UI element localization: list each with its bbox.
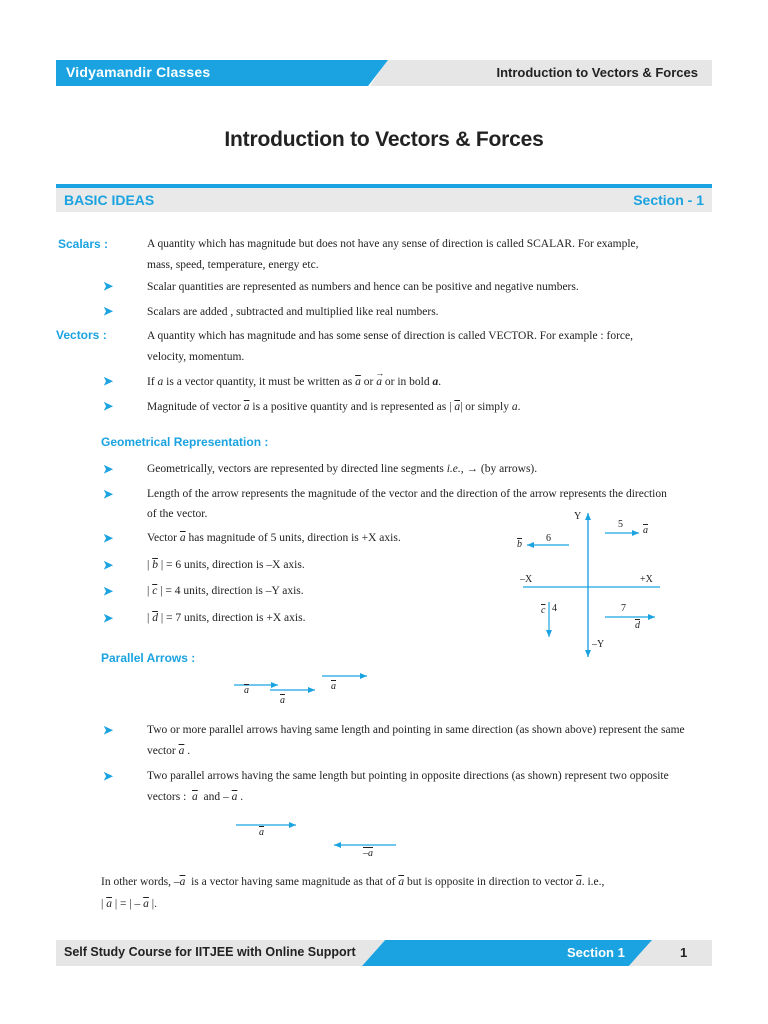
geom-bullet-1: Geometrically, vectors are represented by directed line segments i.e., → (by arrows). <box>147 463 538 475</box>
parallel-label-2: $\overline{a}$ <box>280 695 285 706</box>
footer-page-number: 1 <box>680 945 688 960</box>
parallel-bullet-1a: Two or more parallel arrows having same length and pointing in same direction (as shown above) represent the same <box>147 724 685 736</box>
vector-b-magnitude: 6 <box>546 533 551 544</box>
geom-bullet-5: | $\overline{c}$ | = 4 units, direction is –Y axis. <box>147 585 304 597</box>
vectors-bullet-1: If a is a vector quantity, it must be written as $\overline{a}$ or a → or in bold a. <box>147 372 441 392</box>
bullet-arrow-icon: ➤ <box>103 374 114 388</box>
opposite-label-positive: $\overline{a}$ <box>259 827 264 838</box>
axis-label-pos-x: +X <box>640 574 653 585</box>
parallel-bullet-1b: vector $\overline{a}$ . <box>147 745 191 757</box>
vectors-text-1: A quantity which has magnitude and has some sense of direction is called VECTOR. For example : force, <box>147 330 633 342</box>
geom-bullet-6: | $\overline{d}$ | = 7 units, direction is +X axis. <box>147 612 306 624</box>
axis-label-y: Y <box>574 511 582 522</box>
vector-d-label: $\overline{d}$ <box>635 620 640 631</box>
geom-bullet-2a: Length of the arrow represents the magnitude of the vector and the direction of the arrow represents the direction <box>147 488 667 500</box>
opposite-arrows-figure <box>232 818 402 854</box>
scalars-bullet-1: Scalar quantities are represented as numbers and hence can be positive and negative numbers. <box>147 281 579 293</box>
geom-bullet-4: | $\overline{b}$ | = 6 units, direction is –X axis. <box>147 559 305 571</box>
opposite-label-negative: –a <box>363 848 373 859</box>
otherwords-line-1: In other words, $-\overline{a}$ is a vector having same magnitude as that of $\overline{a}$ but is opposite in direction to vector $\overline{a}$. i.e., <box>101 876 605 888</box>
scalars-text-1: A quantity which has magnitude but does not have any sense of direction is called SCALAR. For example, <box>147 238 639 250</box>
otherwords-line-2: | $\overline{a}$ | = | – $\overline{a}$ |. <box>101 898 157 910</box>
bullet-arrow-icon: ➤ <box>103 487 114 501</box>
vector-c-magnitude: 4 <box>552 603 557 614</box>
section-bar <box>56 184 712 212</box>
geom-heading: Geometrical Representation : <box>101 435 269 449</box>
vectors-bullet-2: Magnitude of vector $\overline{a}$ is a positive quantity and is represented as | $\overline{a}|$ or simply a. <box>147 401 521 413</box>
bullet-arrow-icon: ➤ <box>103 399 114 413</box>
geom-bullet-2b: of the vector. <box>147 508 208 520</box>
footer-course-title: Self Study Course for IITJEE with Online Support <box>64 945 356 959</box>
page-title: Introduction to Vectors & Forces <box>224 128 544 151</box>
bullet-arrow-icon: ➤ <box>103 279 114 293</box>
footer-section: Section 1 <box>567 945 625 960</box>
parallel-label-1: $\overline{a}$ <box>244 685 249 696</box>
parallel-arrows-figure <box>230 672 375 702</box>
vector-c-label: $\overline{c}$ <box>541 605 546 616</box>
bullet-arrow-icon: ➤ <box>103 584 114 598</box>
vectors-label: Vectors : <box>56 328 107 342</box>
bullet-arrow-icon: ➤ <box>103 611 114 625</box>
vector-d-magnitude: 7 <box>621 603 626 614</box>
bullet-arrow-icon: ➤ <box>103 558 114 572</box>
geom-bullet-3: Vector $\overline{a}$ has magnitude of 5 units, direction is +X axis. <box>147 532 401 544</box>
axis-label-neg-x: –X <box>520 574 533 585</box>
parallel-label-3: $\overline{a}$ <box>331 681 336 692</box>
vector-a-magnitude: 5 <box>618 519 623 530</box>
axis-label-neg-y: –Y <box>592 639 605 650</box>
parallel-heading: Parallel Arrows : <box>101 651 196 665</box>
header-brand: Vidyamandir Classes <box>66 64 211 80</box>
vector-arrow-notation: a → <box>375 368 385 388</box>
bullet-arrow-icon: ➤ <box>103 723 114 737</box>
parallel-bullet-2b: vectors : $\overline{a}$ and – $\overline{a}$ . <box>147 791 244 803</box>
header-topic: Introduction to Vectors & Forces <box>496 65 698 80</box>
section-title: BASIC IDEAS <box>64 192 155 208</box>
bullet-arrow-icon: ➤ <box>103 462 114 476</box>
vector-a-label: $\overline{a}$ <box>643 525 648 536</box>
parallel-bullet-2a: Two parallel arrows having the same length but pointing in opposite directions (as shown) represent two opposite <box>147 770 669 782</box>
bullet-arrow-icon: ➤ <box>103 304 114 318</box>
bullet-arrow-icon: ➤ <box>103 531 114 545</box>
bullet-arrow-icon: ➤ <box>103 769 114 783</box>
scalars-label: Scalars : <box>58 237 109 251</box>
scalars-text-2: mass, speed, temperature, energy etc. <box>147 259 319 271</box>
vector-b-label: $\overline{b}$ <box>517 539 522 550</box>
section-number: Section - 1 <box>633 192 704 208</box>
scalars-bullet-2: Scalars are added , subtracted and multiplied like real numbers. <box>147 306 439 318</box>
vectors-text-2: velocity, momentum. <box>147 351 245 363</box>
